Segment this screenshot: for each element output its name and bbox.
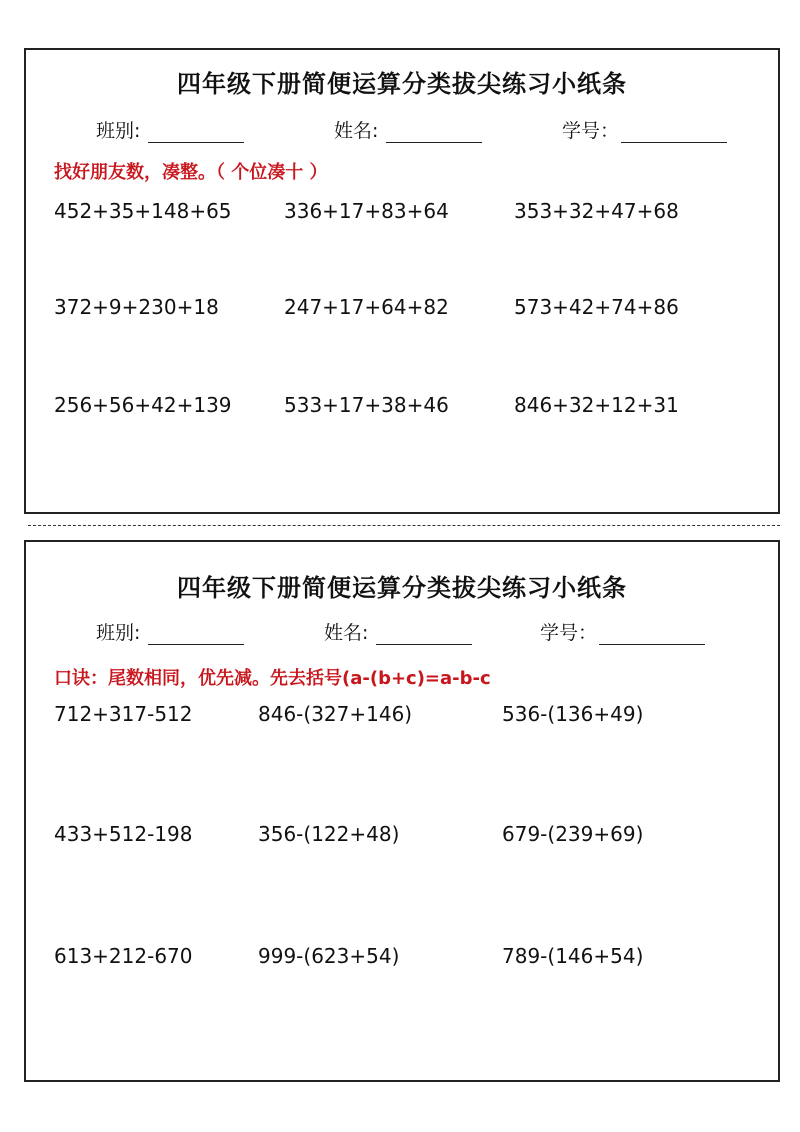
student-id-field [562,116,727,143]
class-field [96,116,244,143]
problem: 452+35+148+65 [54,199,232,223]
problem: 789-(146+54) [502,944,644,968]
name-blank[interactable] [386,122,482,143]
student-id-blank[interactable] [621,122,727,143]
problem: 247+17+64+82 [284,295,449,319]
student-id-label: 学号： [562,120,620,142]
student-id-label: 学号： [540,622,598,644]
problem: 999-(623+54) [258,944,400,968]
name-field [324,618,472,645]
problem: 533+17+38+46 [284,393,449,417]
problem: 846-(327+146) [258,702,413,726]
name-label: 姓名: [334,120,379,142]
problem: 336+17+83+64 [284,199,449,223]
class-blank[interactable] [148,624,244,645]
hint-text: 口诀：尾数相同，优先减。先去括号(a-(b+c)=a-b-c [54,668,491,689]
name-field [334,116,482,143]
problem: 433+512-198 [54,822,193,846]
problem: 353+32+47+68 [514,199,679,223]
worksheet-title: 四年级下册简便运算分类拔尖练习小纸条 [177,574,627,602]
class-label: 班别: [96,120,141,142]
problem: 613+212-670 [54,944,193,968]
class-field [96,618,244,645]
problem: 256+56+42+139 [54,393,232,417]
problem: 356-(122+48) [258,822,400,846]
student-id-blank[interactable] [599,624,705,645]
name-label: 姓名: [324,622,369,644]
problem: 679-(239+69) [502,822,644,846]
problem: 846+32+12+31 [514,393,679,417]
problem: 573+42+74+86 [514,295,679,319]
student-id-field [540,618,705,645]
class-blank[interactable] [148,122,244,143]
problem: 372+9+230+18 [54,295,219,319]
worksheet-slip-1 [24,48,780,514]
problem: 712+317-512 [54,702,193,726]
worksheet-title: 四年级下册简便运算分类拔尖练习小纸条 [177,70,627,98]
cut-line-divider [28,525,780,526]
class-label: 班别: [96,622,141,644]
problem: 536-(136+49) [502,702,644,726]
name-blank[interactable] [376,624,472,645]
hint-text: 找好朋友数，凑整。（ 个位凑十 ） [54,162,328,183]
worksheet-slip-2 [24,540,780,1082]
